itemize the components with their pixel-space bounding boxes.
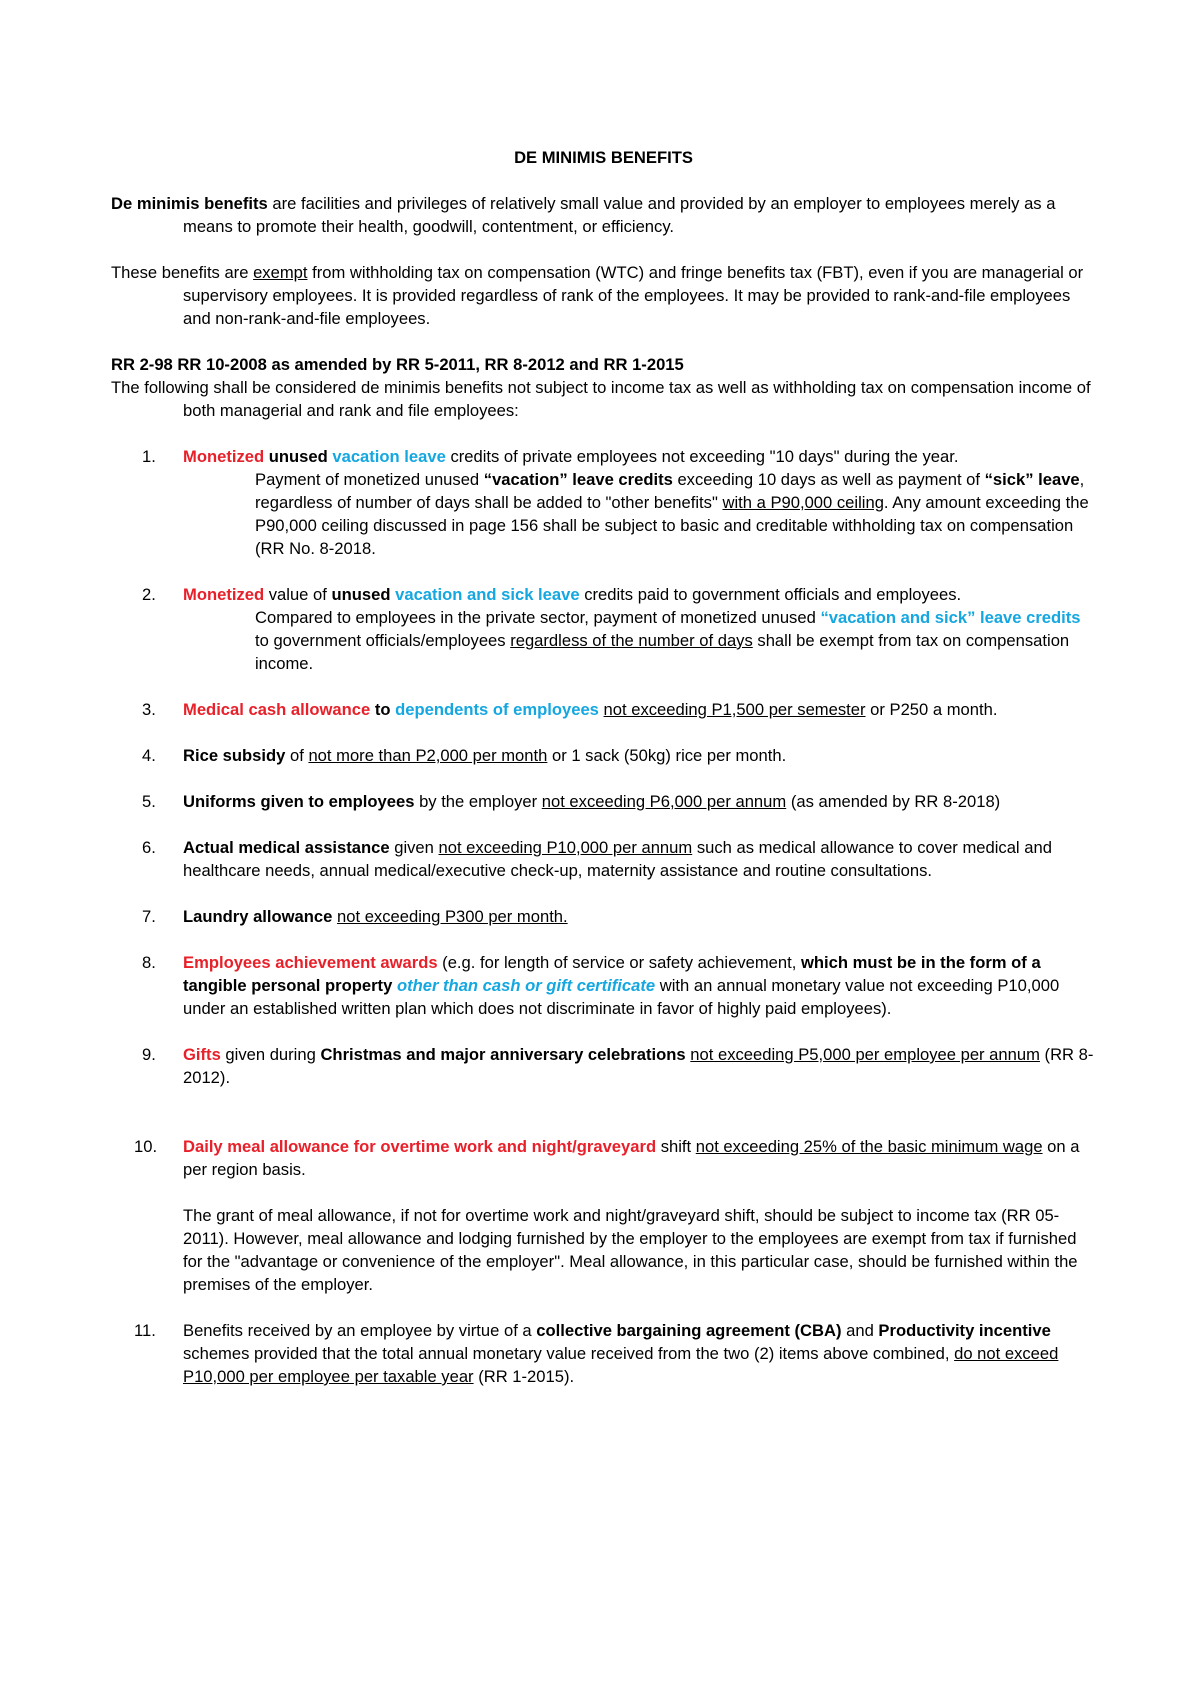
item-text [183,1319,1096,1388]
item-keyword: Employees achievement awards [183,953,438,972]
item-text-part: Benefits received by an employee by virtue of a [183,1321,537,1340]
item-underline: not exceeding P300 per month. [337,907,568,926]
item-underline: not exceeding 25% of the basic minimum wage [695,1137,1043,1156]
item-number: 8. [142,953,156,972]
note-underline: with a P90,000 ceiling [722,493,884,512]
item-highlight: other than cash or gift certificate [396,976,656,995]
item-number: 2. [142,585,156,604]
list-item [111,1135,1096,1296]
item-underline: not exceeding P10,000 per annum [438,838,693,857]
exemption-paragraph [111,261,1096,330]
item-number: 6. [142,838,156,857]
item-text-part: credits of private employees not exceeding "10 days" during the year. [445,447,959,466]
item-text-part: (as amended by RR 8-2018) [786,792,1001,811]
item-text-part: given during [220,1045,321,1064]
item-text-part: shift [656,1137,696,1156]
exempt-word: exempt [253,263,308,282]
list-item [111,744,1096,767]
definition-paragraph [111,192,1096,238]
item-text [183,1043,1096,1089]
item-underline: do not exceed P10,000 per employee per taxable year [183,1344,1059,1386]
note-text: Compared to employees in the private sector, payment of monetized unused [255,608,821,627]
item-text-part: or 1 sack (50kg) rice per month. [547,746,787,765]
exemption-text-rest: from withholding tax on compensation (WTC) and fringe benefits tax (FBT), even if you are managerial or supervisory employees. It is provided regardless of rank of the employees. It may be provided to rank-and-file employees and non-rank-and-file employees. [183,263,1084,328]
item-number: 7. [142,907,156,926]
item-keyword: Medical cash allowance [183,700,371,719]
note-underline: regardless of the number of days [510,631,753,650]
note-text: . Any amount exceeding the P90,000 ceiling discussed in page 156 shall be subject to basic and creditable withholding tax on compensation (RR No. 8-2018. [255,493,1089,558]
item-text-part: (RR 1-2015). [473,1367,575,1386]
item-text [183,836,1096,882]
item-text [183,583,1096,606]
item-text-part: with an annual monetary value not exceeding P10,000 under an established written plan which does not discriminate in favor of highly paid employees). [183,976,1060,1018]
item-underline: not more than P2,000 per month [308,746,548,765]
item-bold: unused [331,585,391,604]
regulation-intro: The following shall be considered de minimis benefits not subject to income tax as well as withholding tax on compensation income of both managerial and rank and file employees: [111,378,1091,420]
note-highlight: “vacation and sick” leave credits [820,608,1081,627]
note-text: , regardless of number of days shall be added to "other benefits" [255,470,1085,512]
item-text [183,790,1096,813]
item-keyword: Monetized [183,585,265,604]
list-item [111,836,1096,882]
item-bold: which must be in the form of a tangible personal property [183,953,1041,995]
item-text-part: value of [264,585,332,604]
benefits-list [111,445,1096,1388]
note-text: to government officials/employees [255,631,511,650]
definition-text: are facilities and privileges of relatively small value and provided by an employer to employees merely as a means to promote their health, goodwill, contentment, or efficiency. [183,194,1056,236]
list-item [111,905,1096,928]
item-text-part: or P250 a month. [865,700,998,719]
item-number: 5. [142,792,156,811]
item-underline: not exceeding P5,000 per employee per annum [690,1045,1040,1064]
note-bold: “vacation” leave credits [483,470,673,489]
item-text [183,1135,1096,1181]
exemption-text: These benefits are [111,263,254,282]
item-number: 9. [142,1045,156,1064]
item-text-part: on a per region basis. [183,1137,1080,1179]
item-text-part: by the employer [414,792,542,811]
list-item [111,1319,1096,1388]
item-bold: collective bargaining agreement (CBA) [536,1321,842,1340]
list-item [111,790,1096,813]
list-item [111,583,1096,675]
item-bold: Productivity incentive [878,1321,1051,1340]
item-underline: not exceeding P6,000 per annum [541,792,787,811]
item-text [183,698,1096,721]
item-text-part: unused [264,447,333,466]
item-bold: to [370,700,396,719]
item-text-part: given [389,838,439,857]
item-note [183,606,1096,675]
item-number: 4. [142,746,156,765]
item-bold: Uniforms given to employees [183,792,415,811]
regulation-heading: RR 2-98 RR 10-2008 as amended by RR 5-2011, RR 8-2012 and RR 1-2015 [111,355,684,374]
list-item [111,445,1096,560]
document-page [111,146,1096,1411]
list-item [111,698,1096,721]
item-underline: not exceeding P1,500 per semester [603,700,866,719]
item-highlight: vacation leave [332,447,446,466]
item-highlight: dependents of employees [395,700,599,719]
item-note: The grant of meal allowance, if not for overtime work and night/graveyard shift, should be subject to income tax (RR 05-2011). However, meal allowance and lodging furnished by the employer to the employees are exempt from tax if furnished for the "advantage or convenience of the employer". Meal allowance, in this particular case, should be furnished within the premises of the employer. [183,1206,1078,1294]
item-number: 1. [142,447,156,466]
list-item [111,1043,1096,1089]
item-text [183,445,1096,468]
note-bold: “sick” leave [984,470,1080,489]
item-note [183,468,1096,560]
item-highlight: vacation and sick leave [395,585,580,604]
note-text: shall be exempt from tax on compensation income. [255,631,1070,673]
item-text-part: (RR 8-2012). [183,1045,1094,1087]
note-text: exceeding 10 days as well as payment of [672,470,985,489]
item-text-part: and [841,1321,879,1340]
item-text [183,744,1096,767]
item-bold: Rice subsidy [183,746,286,765]
item-text [183,951,1096,1020]
note-text: Payment of monetized unused [255,470,484,489]
item-text-part: credits paid to government officials and employees. [579,585,962,604]
item-number: 11. [134,1321,156,1340]
list-item [111,951,1096,1020]
item-keyword: Gifts [183,1045,221,1064]
item-bold: Actual medical assistance [183,838,390,857]
item-text-part: such as medical allowance to cover medical and healthcare needs, annual medical/executive check-up, maternity assistance and routine consultations. [183,838,1052,880]
page-title: DE MINIMIS BENEFITS [514,148,693,167]
item-number: 3. [142,700,156,719]
item-number: 10. [134,1137,158,1156]
item-keyword: Monetized [183,447,265,466]
item-bold: Laundry allowance [183,907,333,926]
item-text-part: of [285,746,309,765]
definition-term: De minimis benefits [111,194,268,213]
item-keyword: Daily meal allowance for overtime work and night/graveyard [183,1137,657,1156]
item-text-part: (e.g. for length of service or safety achievement, [437,953,801,972]
item-text-part: schemes provided that the total annual monetary value received from the two (2) items above combined, [183,1344,955,1363]
item-text [183,905,1096,928]
item-bold: Christmas and major anniversary celebrations [320,1045,686,1064]
